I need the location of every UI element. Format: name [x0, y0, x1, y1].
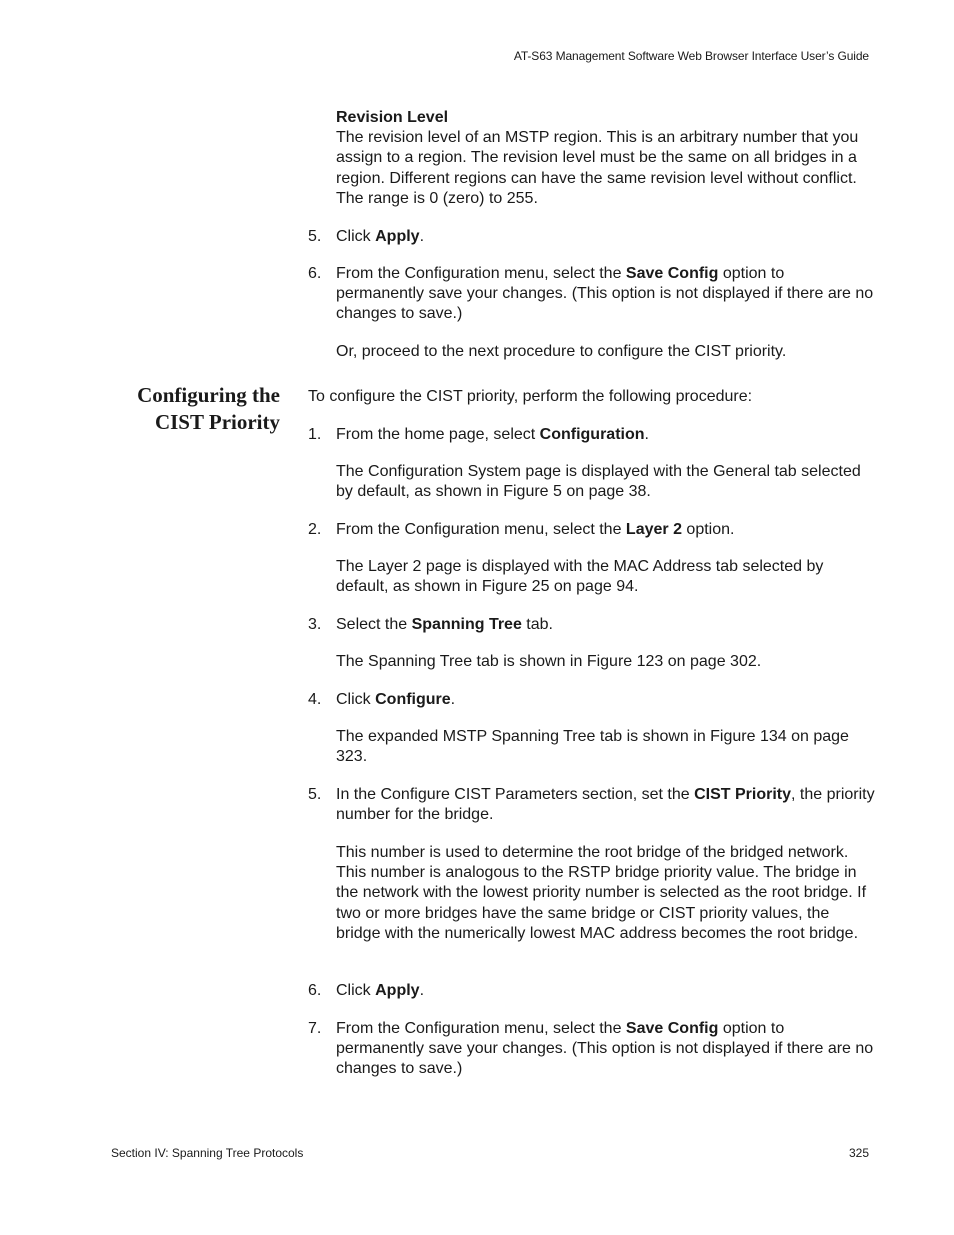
section-intro: To configure the CIST priority, perform the following procedure:	[308, 388, 753, 405]
step-text-pre: In the Configure CIST Parameters section, set the	[336, 786, 695, 803]
step-text-pre: Click	[336, 691, 376, 708]
step-text-bold: Spanning Tree	[411, 616, 522, 633]
step-text-bold: Apply	[375, 982, 420, 999]
footer-section: Section IV: Spanning Tree Protocols	[111, 1146, 304, 1160]
step-text	[336, 690, 876, 710]
step-text-bold: Configure	[375, 691, 451, 708]
revision-level-description: The revision level of an MSTP region. This is an arbitrary number that you assign to a region. The revision level must be the same on all bridges in a region. Different regions can have the same revision level without conflict. The range is 0 (zero) to 255.	[336, 129, 859, 207]
step-note: The expanded MSTP Spanning Tree tab is shown in Figure 134 on page 323.	[336, 728, 849, 766]
step-text	[336, 425, 876, 445]
step-text-pre: From the Configuration menu, select the	[336, 521, 626, 538]
page-number: 325	[848, 1146, 869, 1160]
step-note: This number is used to determine the root bridge of the bridged network. This number is analogous to the RSTP bridge priority value. The bridge in the network with the lowest priority number is selected as the root bridge. If two or more bridges have the same bridge or CIST priority values, the bridge with the numerically lowest MAC address becomes the root bridge.	[336, 844, 867, 942]
step-note: The Spanning Tree tab is shown in Figure 123 on page 302.	[336, 653, 762, 670]
step-number: 7.	[308, 1020, 322, 1037]
step-text-post: option to permanently save your changes. (This option is not displayed if there are no changes to save.)	[336, 1020, 874, 1078]
step-text	[336, 615, 876, 635]
step-text-post: .	[419, 982, 425, 999]
step-text-pre: From the Configuration menu, select the	[336, 265, 626, 282]
revision-level-term: Revision Level	[336, 109, 449, 126]
step-number: 2.	[308, 521, 322, 538]
step-text-pre: Select the	[336, 616, 412, 633]
step-number: 6.	[308, 982, 322, 999]
section-heading-line: Configuring the	[137, 383, 280, 407]
step-text	[336, 227, 876, 247]
step-text-bold: Save Config	[625, 265, 719, 282]
step-number: 1.	[308, 426, 322, 443]
step-text-bold: Layer 2	[625, 521, 682, 538]
step-text-post: .	[644, 426, 649, 443]
step-text-post: option.	[681, 521, 735, 538]
step-text	[336, 1019, 876, 1080]
step-text-bold: Save Config	[625, 1020, 719, 1037]
step-number: 6.	[308, 265, 322, 282]
running-header: AT-S63 Management Software Web Browser Interface User’s Guide	[513, 49, 869, 63]
section-heading	[100, 382, 280, 436]
step-text	[336, 264, 876, 325]
proceed-note: Or, proceed to the next procedure to configure the CIST priority.	[336, 343, 787, 360]
step-number: 4.	[308, 691, 322, 708]
step-text-pre: Click	[336, 228, 376, 245]
step-text-bold: CIST Priority	[694, 786, 792, 803]
step-text-pre: From the home page, select	[336, 426, 540, 443]
step-text-post: .	[450, 691, 456, 708]
step-text-post: option to permanently save your changes. (This option is not displayed if there are no changes to save.)	[336, 265, 874, 323]
step-number: 5.	[308, 786, 322, 803]
step-note: The Layer 2 page is displayed with the MAC Address tab selected by default, as shown in Figure 25 on page 94.	[336, 558, 824, 596]
step-text-pre: From the Configuration menu, select the	[336, 1020, 626, 1037]
section-heading-line: CIST Priority	[154, 410, 280, 434]
step-text-pre: Click	[336, 982, 376, 999]
step-text-post: tab.	[521, 616, 553, 633]
step-text	[336, 981, 876, 1001]
step-text-post: .	[419, 228, 425, 245]
step-note: The Configuration System page is displayed with the General tab selected by default, as shown in Figure 5 on page 38.	[336, 463, 861, 501]
step-number: 3.	[308, 616, 322, 633]
step-text	[336, 520, 876, 540]
step-text-post: , the priority number for the bridge.	[336, 786, 875, 824]
revision-level-definition	[336, 108, 876, 209]
step-number: 5.	[308, 228, 322, 245]
step-text-bold: Configuration	[539, 426, 645, 443]
step-text	[336, 785, 876, 825]
step-text-bold: Apply	[375, 228, 420, 245]
